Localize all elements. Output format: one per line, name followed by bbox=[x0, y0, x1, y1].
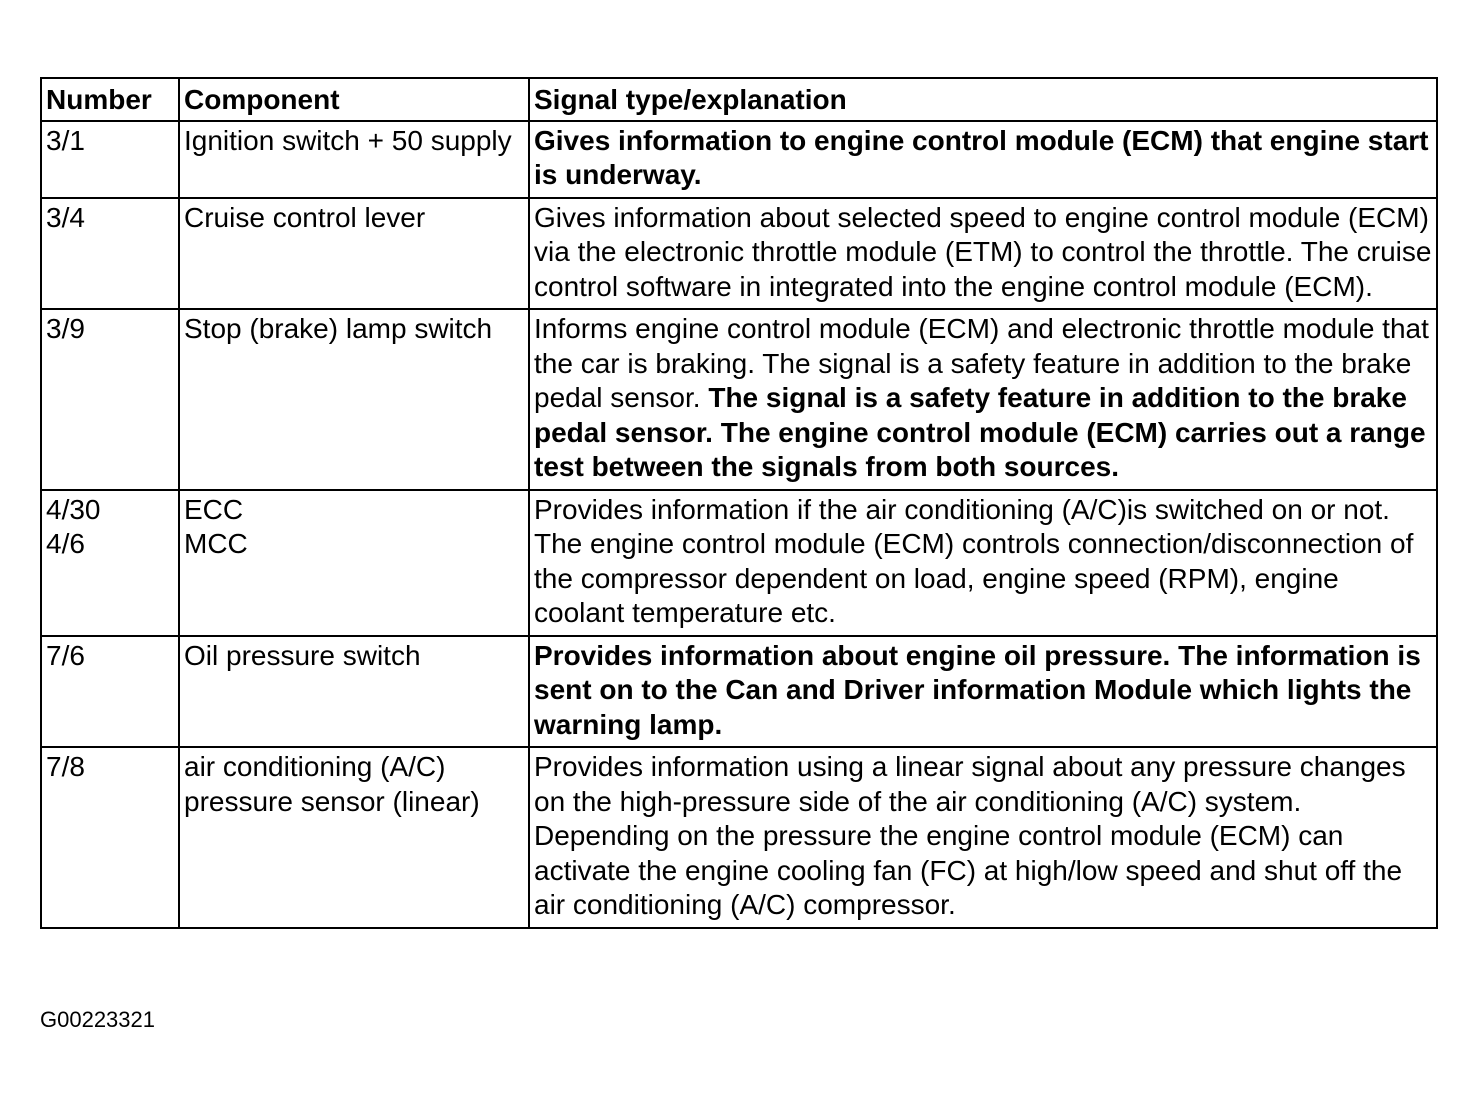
signal-table bbox=[40, 77, 1438, 929]
header-number: Number bbox=[41, 78, 179, 121]
table-row bbox=[41, 747, 1437, 928]
table-header-row bbox=[41, 78, 1437, 121]
signal-text-bold: Provides information about engine oil pressure. The information is sent on to the Can and Driver information Module which lights the warning lamp. bbox=[534, 639, 1421, 740]
table-row bbox=[41, 490, 1437, 636]
cell-number: 7/6 bbox=[41, 636, 179, 748]
cell-component bbox=[179, 490, 529, 636]
table-row bbox=[41, 636, 1437, 748]
signal-text-bold: Gives information to engine control module (ECM) that engine start is underway. bbox=[534, 124, 1429, 190]
signal-text-bold: The signal is a safety feature in addition to the brake pedal sensor. The engine control module (ECM) carries out a range test between the signals from both sources. bbox=[534, 382, 1426, 482]
header-signal: Signal type/explanation bbox=[529, 78, 1437, 121]
cell-signal bbox=[529, 747, 1437, 928]
cell-component: Oil pressure switch bbox=[179, 636, 529, 748]
cell-signal bbox=[529, 309, 1437, 490]
cell-signal bbox=[529, 636, 1437, 748]
cell-signal bbox=[529, 198, 1437, 310]
signal-text: Provides information if the air conditioning (A/C)is switched on or not. The engine control module (ECM) controls connection/disconnection of the compressor dependent on load, engine speed (RPM), engine coolant temperature etc. bbox=[534, 493, 1414, 628]
component-line: ECC bbox=[184, 493, 244, 525]
header-component: Component bbox=[179, 78, 529, 121]
signal-text: Informs engine control module (ECM) and electronic throttle module that the car is braking. The signal is a safety feature in addition to the brake pedal sensor. bbox=[534, 313, 1429, 413]
signal-text: Gives information about selected speed to engine control module (ECM) via the electronic throttle module (ETM) to control the throttle. The cruise control software in integrated into the engine control module (ECM). bbox=[534, 201, 1432, 302]
cell-component: Cruise control lever bbox=[179, 198, 529, 310]
table-row bbox=[41, 309, 1437, 490]
cell-component: air conditioning (A/C) pressure sensor (linear) bbox=[179, 747, 529, 928]
figure-id: G00223321 bbox=[40, 1007, 155, 1032]
number-line: 4/6 bbox=[46, 528, 85, 559]
cell-number: 3/1 bbox=[41, 121, 179, 198]
signal-text: Provides information using a linear signal about any pressure changes on the high-pressure side of the air conditioning (A/C) system. Depending on the pressure the engine control module (ECM) can activate the engine cooling fan (FC) at high/low speed and shut off the air conditioning (A/C) compressor. bbox=[534, 751, 1406, 920]
signal-table-document bbox=[40, 77, 1436, 929]
cell-number: 3/4 bbox=[41, 198, 179, 310]
cell-component: Stop (brake) lamp switch bbox=[179, 309, 529, 490]
table-row bbox=[41, 198, 1437, 310]
table-row bbox=[41, 121, 1437, 198]
cell-number bbox=[41, 490, 179, 636]
component-line: MCC bbox=[184, 528, 248, 559]
cell-signal bbox=[529, 121, 1437, 198]
cell-number: 3/9 bbox=[41, 309, 179, 490]
cell-number: 7/8 bbox=[41, 747, 179, 928]
cell-signal bbox=[529, 490, 1437, 636]
cell-component: Ignition switch + 50 supply bbox=[179, 121, 529, 198]
number-line: 4/30 bbox=[46, 493, 101, 525]
